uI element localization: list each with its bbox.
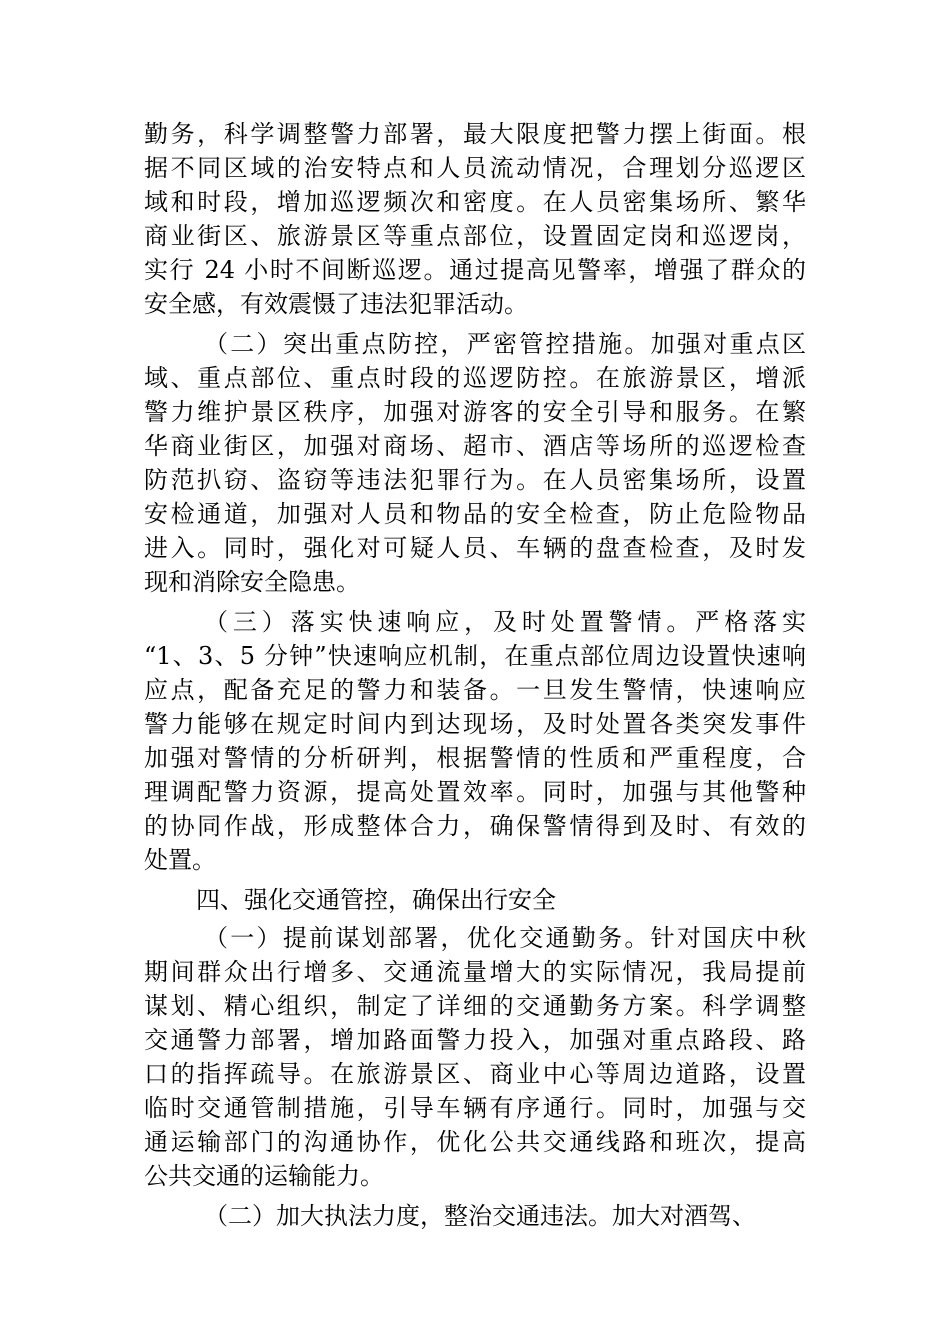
text-line: 谋划、精心组织，制定了详细的交通勤务方案。科学调整 xyxy=(144,992,806,1020)
text-line: 通运输部门的沟通协作，优化公共交通线路和班次，提高 xyxy=(144,1128,806,1156)
text-line: 临时交通管制措施，引导车辆有序通行。同时，加强与交 xyxy=(144,1094,806,1122)
section-heading: 四、强化交通管控，确保出行安全 xyxy=(196,886,556,914)
paragraph-start-line: （三）落实快速响应，及时处置警情。严格落实 xyxy=(204,608,806,636)
text-line: 期间群众出行增多、交通流量增大的实际情况，我局提前 xyxy=(144,958,806,986)
text-line: 处置。 xyxy=(144,846,216,874)
text-line: 勤务，科学调整警力部署，最大限度把警力摆上街面。根 xyxy=(144,120,806,148)
text-line: 防范扒窃、盗窃等违法犯罪行为。在人员密集场所，设置 xyxy=(144,466,806,494)
text-line: 的协同作战，形成整体合力，确保警情得到及时、有效的 xyxy=(144,812,806,840)
text-line: 域、重点部位、重点时段的巡逻防控。在旅游景区，增派 xyxy=(144,364,806,392)
text-line: 实行 24 小时不间断巡逻。通过提高见警率，增强了群众的 xyxy=(144,256,806,284)
text-line: 理调配警力资源，提高处置效率。同时，加强与其他警种 xyxy=(144,778,806,806)
text-line: “1、3、5 分钟”快速响应机制，在重点部位周边设置快速响 xyxy=(144,642,806,670)
paragraph-start-line: （一）提前谋划部署，优化交通勤务。针对国庆中秋 xyxy=(204,924,806,952)
text-line: 应点，配备充足的警力和装备。一旦发生警情，快速响应 xyxy=(144,676,806,704)
text-line: 警力维护景区秩序，加强对游客的安全引导和服务。在繁 xyxy=(144,398,806,426)
text-line: 交通警力部署，增加路面警力投入，加强对重点路段、路 xyxy=(144,1026,806,1054)
paragraph-start-line: （二）突出重点防控，严密管控措施。加强对重点区 xyxy=(204,330,806,358)
text-line: 警力能够在规定时间内到达现场，及时处置各类突发事件 xyxy=(144,710,806,738)
text-line: 华商业街区，加强对商场、超市、酒店等场所的巡逻检查 xyxy=(144,432,806,460)
text-line: 据不同区域的治安特点和人员流动情况，合理划分巡逻区 xyxy=(144,154,806,182)
text-line: 公共交通的运输能力。 xyxy=(144,1162,384,1190)
text-line: 口的指挥疏导。在旅游景区、商业中心等周边道路，设置 xyxy=(144,1060,806,1088)
paragraph-start-line: （二）加大执法力度，整治交通违法。加大对酒驾、 xyxy=(204,1202,756,1230)
text-line: 安检通道，加强对人员和物品的安全检查，防止危险物品 xyxy=(144,500,806,528)
text-line: 进入。同时，强化对可疑人员、车辆的盘查检查，及时发 xyxy=(144,534,806,562)
text-line: 域和时段，增加巡逻频次和密度。在人员密集场所、繁华 xyxy=(144,188,806,216)
text-line: 加强对警情的分析研判，根据警情的性质和严重程度，合 xyxy=(144,744,806,772)
text-line: 现和消除安全隐患。 xyxy=(144,568,360,596)
text-line: 商业街区、旅游景区等重点部位，设置固定岗和巡逻岗， xyxy=(144,222,806,250)
text-line: 安全感，有效震慑了违法犯罪活动。 xyxy=(144,290,528,318)
